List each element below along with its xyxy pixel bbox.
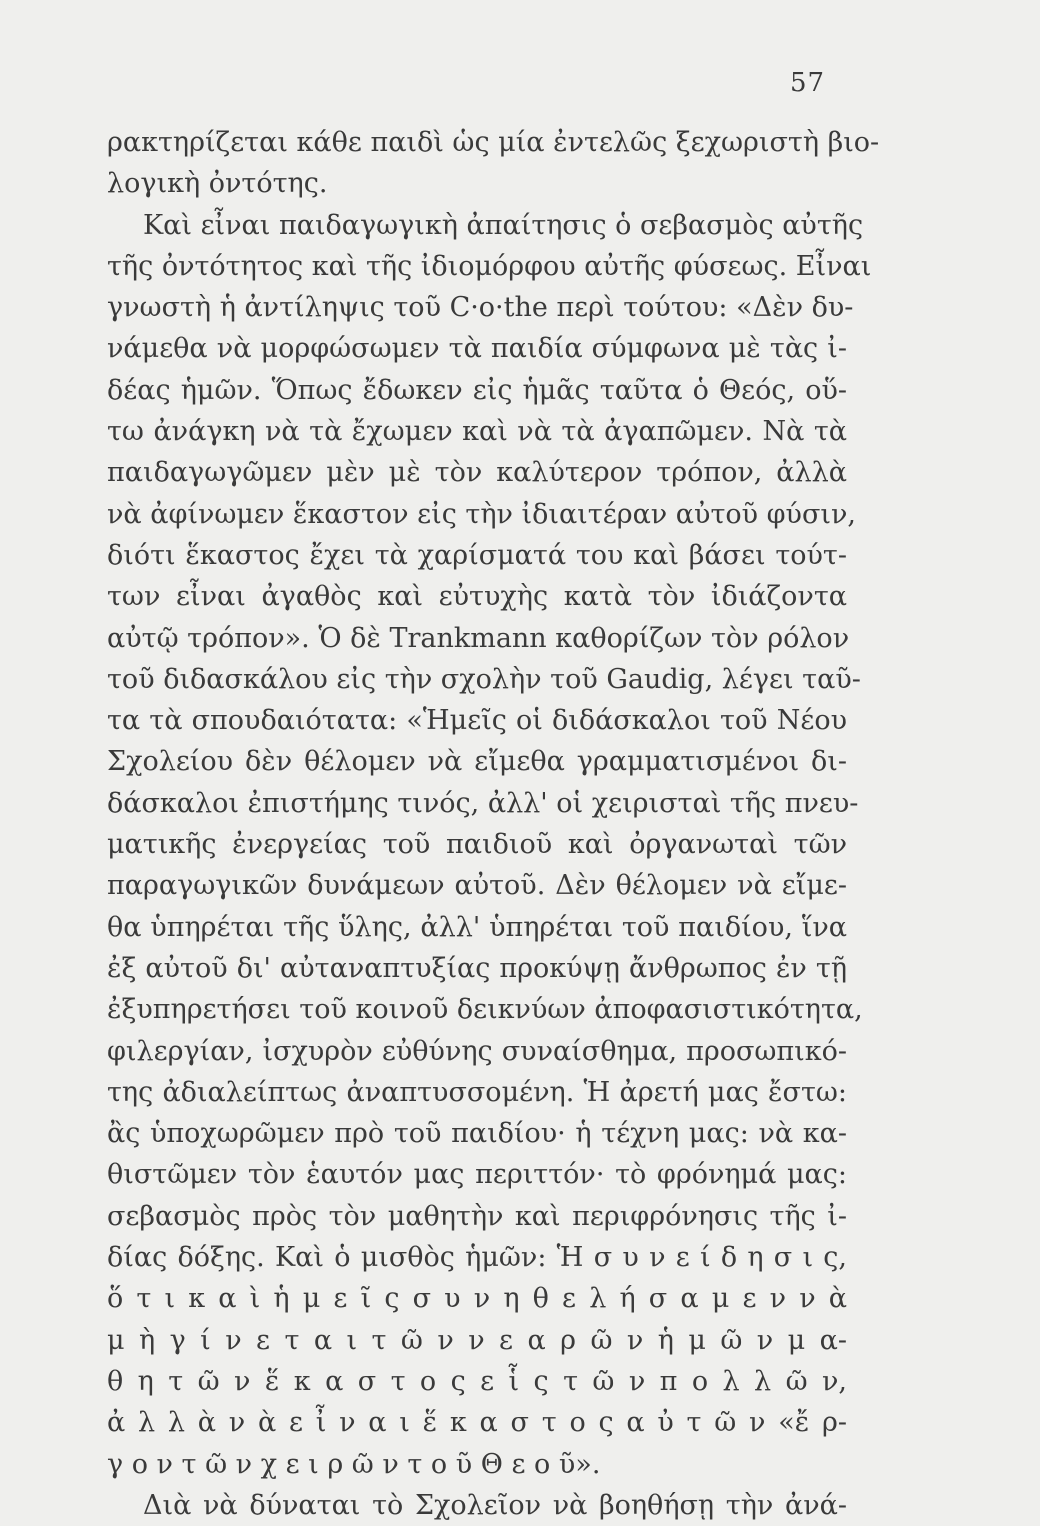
- text-line: Σχολείου δὲν θέλομεν νὰ εἴμεθα γραμματισμένοι δι-: [107, 746, 847, 778]
- text-line: τω ἀνάγκη νὰ τὰ ἔχωμεν καὶ νὰ τὰ ἀγαπῶμεν. Νὰ τὰ: [107, 416, 847, 448]
- text-line: τῆς ὀντότητος καὶ τῆς ἰδιομόρφου αὐτῆς φύσεως. Εἶναι: [107, 250, 872, 282]
- text-line: ἂς ὑποχωρῶμεν πρὸ τοῦ παιδίου· ἡ τέχνη μας: νὰ κα-: [107, 1118, 847, 1150]
- text-line: διότι ἕκαστος ἔχει τὰ χαρίσματά του καὶ βάσει τούτ-: [107, 539, 847, 571]
- page-number: 57: [790, 68, 826, 98]
- text-line: παραγωγικῶν δυνάμεων αὐτοῦ. Δὲν θέλομεν νὰ εἴμε-: [107, 870, 847, 902]
- text-line: ὅ τ ι κ α ὶ ἡ μ ε ῖ ς σ υ ν η θ ε λ ή σ α μ ε ν ν ὰ: [107, 1283, 847, 1315]
- text-line: των εἶναι ἀγαθὸς καὶ εὐτυχὴς κατὰ τὸν ἰδιάζοντα: [107, 581, 847, 613]
- text-line: Καὶ εἶναι παιδαγωγικὴ ἀπαίτησις ὁ σεβασμὸς αὐτῆς: [143, 209, 864, 241]
- text-line: σεβασμὸς πρὸς τὸν μαθητὴν καὶ περιφρόνησις τῆς ἰ-: [107, 1200, 847, 1232]
- text-line: ἀ λ λ ὰ ν ὰ ε ἶ ν α ι ἕ κ α σ τ ο ς α ὐ τ ῶ ν «ἔ ρ-: [107, 1407, 847, 1439]
- text-line: Διὰ νὰ δύναται τὸ Σχολεῖον νὰ βοηθήσῃ τὴν ἀνά-: [143, 1489, 847, 1521]
- text-line: γ ο ν τ ῶ ν χ ε ι ρ ῶ ν τ ο ῦ Θ ε ο ῦ».: [107, 1448, 601, 1480]
- text-line: ἐξυπηρετήσει τοῦ κοινοῦ δεικνύων ἀποφασιστικότητα,: [107, 994, 863, 1026]
- text-line: ματικῆς ἐνεργείας τοῦ παιδιοῦ καὶ ὀργανωταὶ τῶν: [107, 829, 847, 861]
- text-line: γνωστὴ ἡ ἀντίληψις τοῦ C·o·the περὶ τούτου: «Δὲν δυ-: [107, 292, 854, 324]
- text-line: αὐτῷ τρόπον». Ὁ δὲ Trankmann καθορίζων τὸν ρόλον: [107, 622, 850, 654]
- text-line: λογικὴ ὀντότης.: [107, 168, 328, 200]
- text-line: τοῦ διδασκάλου εἰς τὴν σχολὴν τοῦ Gaudig, λέγει ταῦ-: [107, 663, 861, 695]
- text-line: ρακτηρίζεται κάθε παιδὶ ὡς μία ἐντελῶς ξεχωριστὴ βιο-: [107, 127, 880, 158]
- text-line: θα ὑπηρέται τῆς ὕλης, ἀλλ' ὑπηρέται τοῦ παιδίου, ἵνα: [107, 911, 847, 943]
- body-text: [107, 122, 880, 1526]
- text-line: θιστῶμεν τὸν ἑαυτόν μας περιττόν· τὸ φρόνημά μας:: [107, 1159, 847, 1191]
- text-line: νάμεθα νὰ μορφώσωμεν τὰ παιδία σύμφωνα μὲ τὰς ἰ-: [107, 333, 847, 365]
- text-line: μ ὴ γ ί ν ε τ α ι τ ῶ ν ν ε α ρ ῶ ν ἡ μ ῶ ν μ α-: [107, 1324, 847, 1356]
- text-line: δίας δόξης. Καὶ ὁ μισθὸς ἡμῶν: Ἡ σ υ ν ε ί δ η σ ι ς,: [107, 1242, 847, 1274]
- text-line: τα τὰ σπουδαιότατα: «Ἡμεῖς οἱ διδάσκαλοι τοῦ Νέου: [107, 705, 847, 737]
- text-line: ἐξ αὐτοῦ δι' αὐταναπτυξίας προκύψῃ ἄνθρωπος ἐν τῇ: [107, 952, 847, 984]
- text-line: φιλεργίαν, ἰσχυρὸν εὐθύνης συναίσθημα, προσωπικό-: [107, 1035, 847, 1067]
- text-line: δέας ἡμῶν. Ὅπως ἔδωκεν εἰς ἡμᾶς ταῦτα ὁ Θεός, οὕ-: [107, 374, 847, 406]
- text-line: θ η τ ῶ ν ἕ κ α σ τ ο ς ε ἷ ς τ ῶ ν π ο λ λ ῶ ν,: [107, 1365, 847, 1397]
- text-line: παιδαγωγῶμεν μὲν μὲ τὸν καλύτερον τρόπον, ἀλλὰ: [107, 457, 847, 489]
- text-line: δάσκαλοι ἐπιστήμης τινός, ἀλλ' οἱ χειρισταὶ τῆς πνευ-: [107, 787, 859, 819]
- text-line: της ἀδιαλείπτως ἀναπτυσσομένη. Ἡ ἀρετή μας ἔστω:: [107, 1076, 847, 1108]
- text-line: νὰ ἀφίνωμεν ἕκαστον εἰς τὴν ἰδιαιτέραν αὐτοῦ φύσιν,: [107, 498, 856, 530]
